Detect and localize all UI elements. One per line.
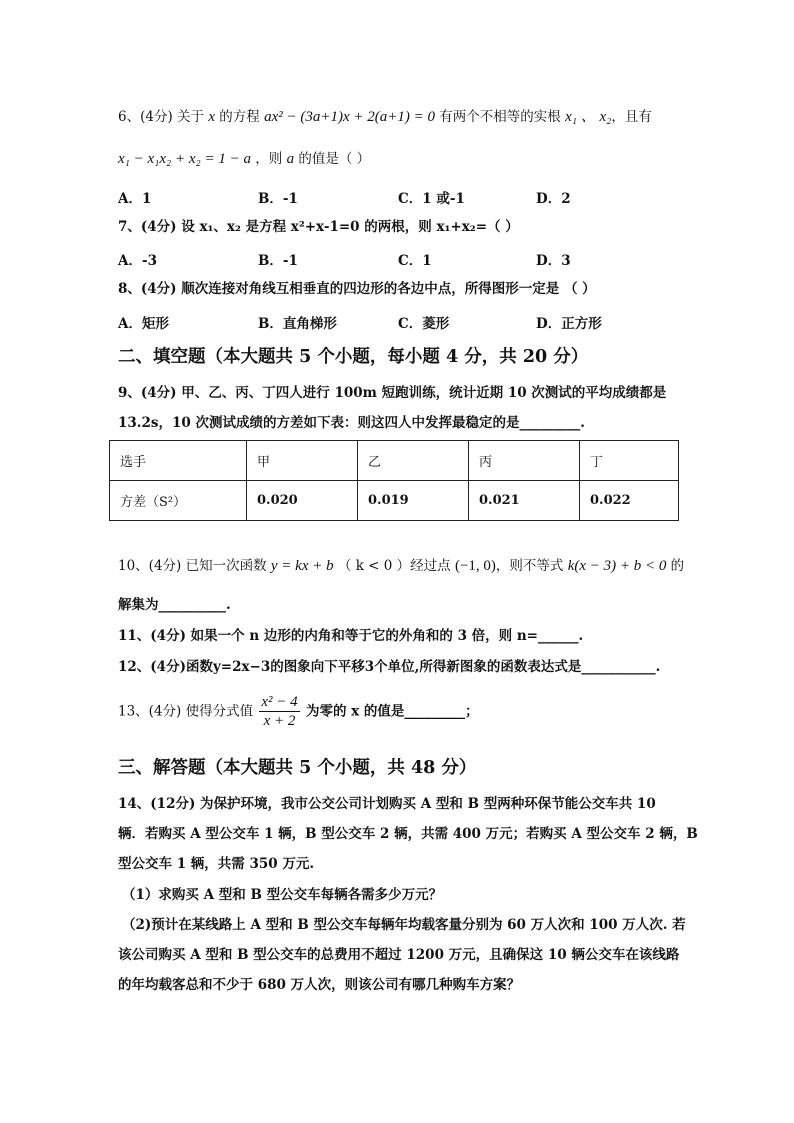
q6-ask-var: a [286, 151, 295, 167]
q14-line2: 辆．若购买 A 型公交车 1 辆，B 型公交车 2 辆，共需 400 万元；若购买 A 型公交车 2 辆，B [118, 826, 698, 842]
q9-line2: 13.2s，10 次测试成绩的方差如下表：则这四人中发挥最稳定的是_________. [118, 415, 585, 431]
q14-part1: （1）求购买 A 型和 B 型公交车每辆各需多少万元？ [122, 887, 443, 903]
q14-part2-line1: （2)预计在某线路上 A 型和 B 型公交车每辆年均载客量分别为 60 万人次和 100 万人次. 若 [122, 917, 686, 933]
q10-func: y = kx + b [270, 558, 334, 574]
q8-option-c: C．菱形 [398, 316, 450, 332]
q6-var: x [208, 109, 215, 125]
table-cell: 0.019 [358, 481, 469, 521]
q10-line2: 解集为__________. [118, 597, 231, 613]
q6-condition: x₁ − x₁x₂ + x₂ = 1 − a [118, 151, 251, 167]
table-cell: 0.021 [469, 481, 580, 521]
table-header-cell: 乙 [358, 441, 469, 481]
q6-prefix: 6、(4分) 关于 [118, 109, 205, 125]
table-cell: 0.020 [247, 481, 358, 521]
q7-option-b: B．-1 [258, 253, 298, 269]
q6-option-b: B．-1 [258, 191, 298, 207]
q14-part2-line3: 的年均载客总和不少于 680 万人次，则该公司有哪几种购车方案？ [118, 977, 521, 993]
q6-end: ，且有 [611, 109, 652, 125]
q6-line1 [118, 108, 652, 126]
q11-text: 11、(4分) 如果一个 n 边形的内角和等于它的外角和的 3 倍，则 n=______. [118, 628, 584, 644]
table-cell: 方差（S²） [110, 481, 247, 521]
q13-suffix: 为零的 x 的值是_________； [305, 703, 479, 720]
table-header-row [110, 441, 679, 481]
q6-option-c: C．1 或-1 [398, 191, 465, 207]
q10-point: (−1, 0) [454, 558, 496, 574]
q10-line1 [118, 557, 684, 575]
q13-line [118, 693, 479, 730]
q8-option-d: D．正方形 [536, 316, 602, 332]
table-header-cell: 丙 [469, 441, 580, 481]
q8-text: 8、(4分) 顺次连接对角线互相垂直的四边形的各边中点，所得图形一定是 （ ） [118, 281, 596, 297]
table-row [110, 481, 679, 521]
q6-roots: x₁ 、 x₂ [565, 109, 612, 125]
q6-equation: ax² − (3a+1)x + 2(a+1) = 0 [264, 109, 435, 125]
q14-line1: 14、(12分) 为保护环境，我市公交公司计划购买 A 型和 B 型两种环保节能公交车共 10 [118, 796, 656, 812]
q10-mid: ，则不等式 [495, 558, 564, 574]
q14-part2-line2: 该公司购买 A 型和 B 型公交车的总费用不超过 1200 万元，且确保这 10 辆公交车在该线路 [118, 947, 680, 963]
q7-option-d: D．3 [536, 253, 571, 269]
q13-denominator: x + 2 [263, 713, 296, 729]
q9-line1: 9、(4分) 甲、乙、丙、丁四人进行 100m 短跑训练，统计近期 10 次测试的平均成绩都是 [118, 385, 667, 401]
q10-ineq: k(x − 3) + b < 0 [567, 558, 667, 574]
q10-end: 的 [670, 558, 685, 574]
q6-mid: 的方程 [219, 109, 260, 125]
table-header-cell: 选手 [110, 441, 247, 481]
section2-title: 二、填空题（本大题共 5 个小题，每小题 4 分，共 20 分） [118, 347, 589, 367]
table-cell: 0.022 [580, 481, 679, 521]
table-header-cell: 丁 [580, 441, 679, 481]
q13-numerator: x² − 4 [261, 694, 298, 710]
q8-option-b: B．直角梯形 [258, 316, 337, 332]
q7-option-c: C．1 [398, 253, 432, 269]
q8-option-a: A．矩形 [118, 316, 169, 332]
q6-tail: 有两个不相等的实根 [439, 109, 561, 125]
q7-option-a: A．-3 [118, 253, 157, 269]
q6-option-d: D．2 [536, 191, 571, 207]
q6-option-a: A．1 [118, 191, 152, 207]
q10-prefix: 10、(4分) 已知一次函数 [118, 558, 267, 574]
q10-cond: （ k < 0 ）经过点 [337, 558, 451, 574]
q6-ask-post: 的值是（ ） [298, 151, 371, 167]
variance-table [109, 440, 679, 521]
q6-line2 [118, 150, 370, 168]
q14-line3: 型公交车 1 辆，共需 350 万元. [118, 856, 315, 872]
section3-title: 三、解答题（本大题共 5 个小题，共 48 分） [118, 758, 477, 778]
table-header-cell: 甲 [247, 441, 358, 481]
q6-ask-pre: ，则 [255, 151, 283, 167]
q13-fraction [259, 693, 299, 730]
q7-text: 7、(4分) 设 x₁、x₂ 是方程 x²+x-1=0 的两根，则 x₁+x₂=（ ） [118, 219, 519, 235]
q12-text: 12、(4分)函数y=2x−3的图象向下平移3个单位,所得新图象的函数表达式是___________. [118, 659, 661, 675]
q13-prefix: 13、(4分) 使得分式值 [118, 703, 254, 720]
